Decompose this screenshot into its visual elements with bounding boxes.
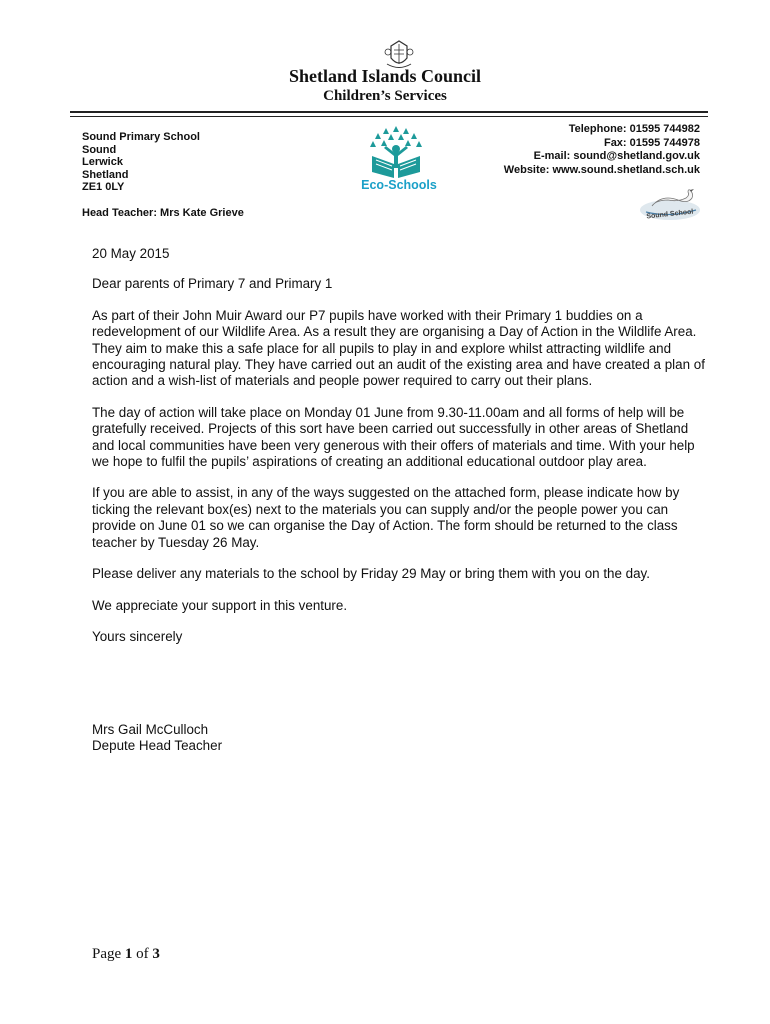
council-name: Shetland Islands Council — [288, 66, 482, 86]
email: E-mail: sound@shetland.gov.uk — [533, 150, 700, 162]
page-total: 3 — [152, 946, 160, 962]
contact-details — [504, 123, 700, 177]
paragraph: Please deliver any materials to the school by Friday 29 May or bring them with you on the day. — [92, 566, 650, 582]
eco-schools-label: Eco-Schools — [361, 178, 437, 192]
paragraph: If you are able to assist, in any of the ways suggested on the attached form, please indicate how by ticking the relevant box(es) next to the materials you can supply and/or the people power you can provide on June 01 so we can organise the Day of Action. The form should be returned to the class teacher by Tuesday 26 May. — [92, 485, 680, 550]
letter-date: 20 May 2015 — [92, 246, 170, 261]
header-divider-thin — [70, 116, 708, 117]
page-label: Page — [92, 946, 122, 962]
paragraph: We appreciate your support in this venture. — [92, 597, 348, 613]
school-address — [82, 131, 200, 194]
page-of: of — [136, 946, 149, 962]
telephone: Telephone: 01595 744982 — [568, 123, 700, 135]
address-line: ZE1 0LY — [82, 181, 125, 194]
header-divider-thick — [70, 111, 708, 113]
signatory-name: Mrs Gail McCulloch — [92, 722, 209, 737]
head-teacher: Head Teacher: Mrs Kate Grieve — [82, 207, 244, 219]
address-line: Lerwick — [82, 156, 123, 169]
letter-body — [92, 246, 712, 660]
signature-block — [92, 722, 222, 755]
paragraph: The day of action will take place on Monday 01 June from 9.30-11.00am and all forms of help will be gratefully received. Projects of this sort have been carried out successfully in other areas of Shetland and local communities have been very generous with their offers of materials and time. With your help we hope to fulfil the pupils’ aspirations of creating an additional educational outdoor play area. — [92, 404, 695, 470]
page-number — [92, 946, 160, 963]
address-line: Shetland — [82, 168, 129, 181]
paragraph: As part of their John Muir Award our P7 pupils have worked with their Primary 1 buddies on a redevelopment of our Wildlife Area. As a result they are organising a Day of Action in the Wildlife Area. They aim to make this a safe place for all pupils to play in and explore whilst attracting wildlife and encouraging natural play. They have carried out an audit of the existing area and have created a plan of action and a wish-list of materials and people power required to carry out their plans. — [92, 307, 705, 389]
website: Website: www.sound.shetland.sch.uk — [503, 163, 700, 176]
address-line: Sound Primary School — [82, 131, 200, 143]
sound-school-swan-icon — [638, 186, 702, 222]
fax: Fax: 01595 744978 — [603, 136, 700, 149]
salutation: Dear parents of Primary 7 and Primary 1 — [92, 276, 333, 292]
signatory-title: Depute Head Teacher — [92, 738, 223, 754]
address-line: Sound — [82, 143, 117, 156]
department-name: Children’s Services — [323, 88, 447, 104]
page-current: 1 — [124, 946, 133, 962]
sound-school-label: Sound School — [646, 208, 694, 221]
closing: Yours sincerely — [92, 628, 183, 644]
